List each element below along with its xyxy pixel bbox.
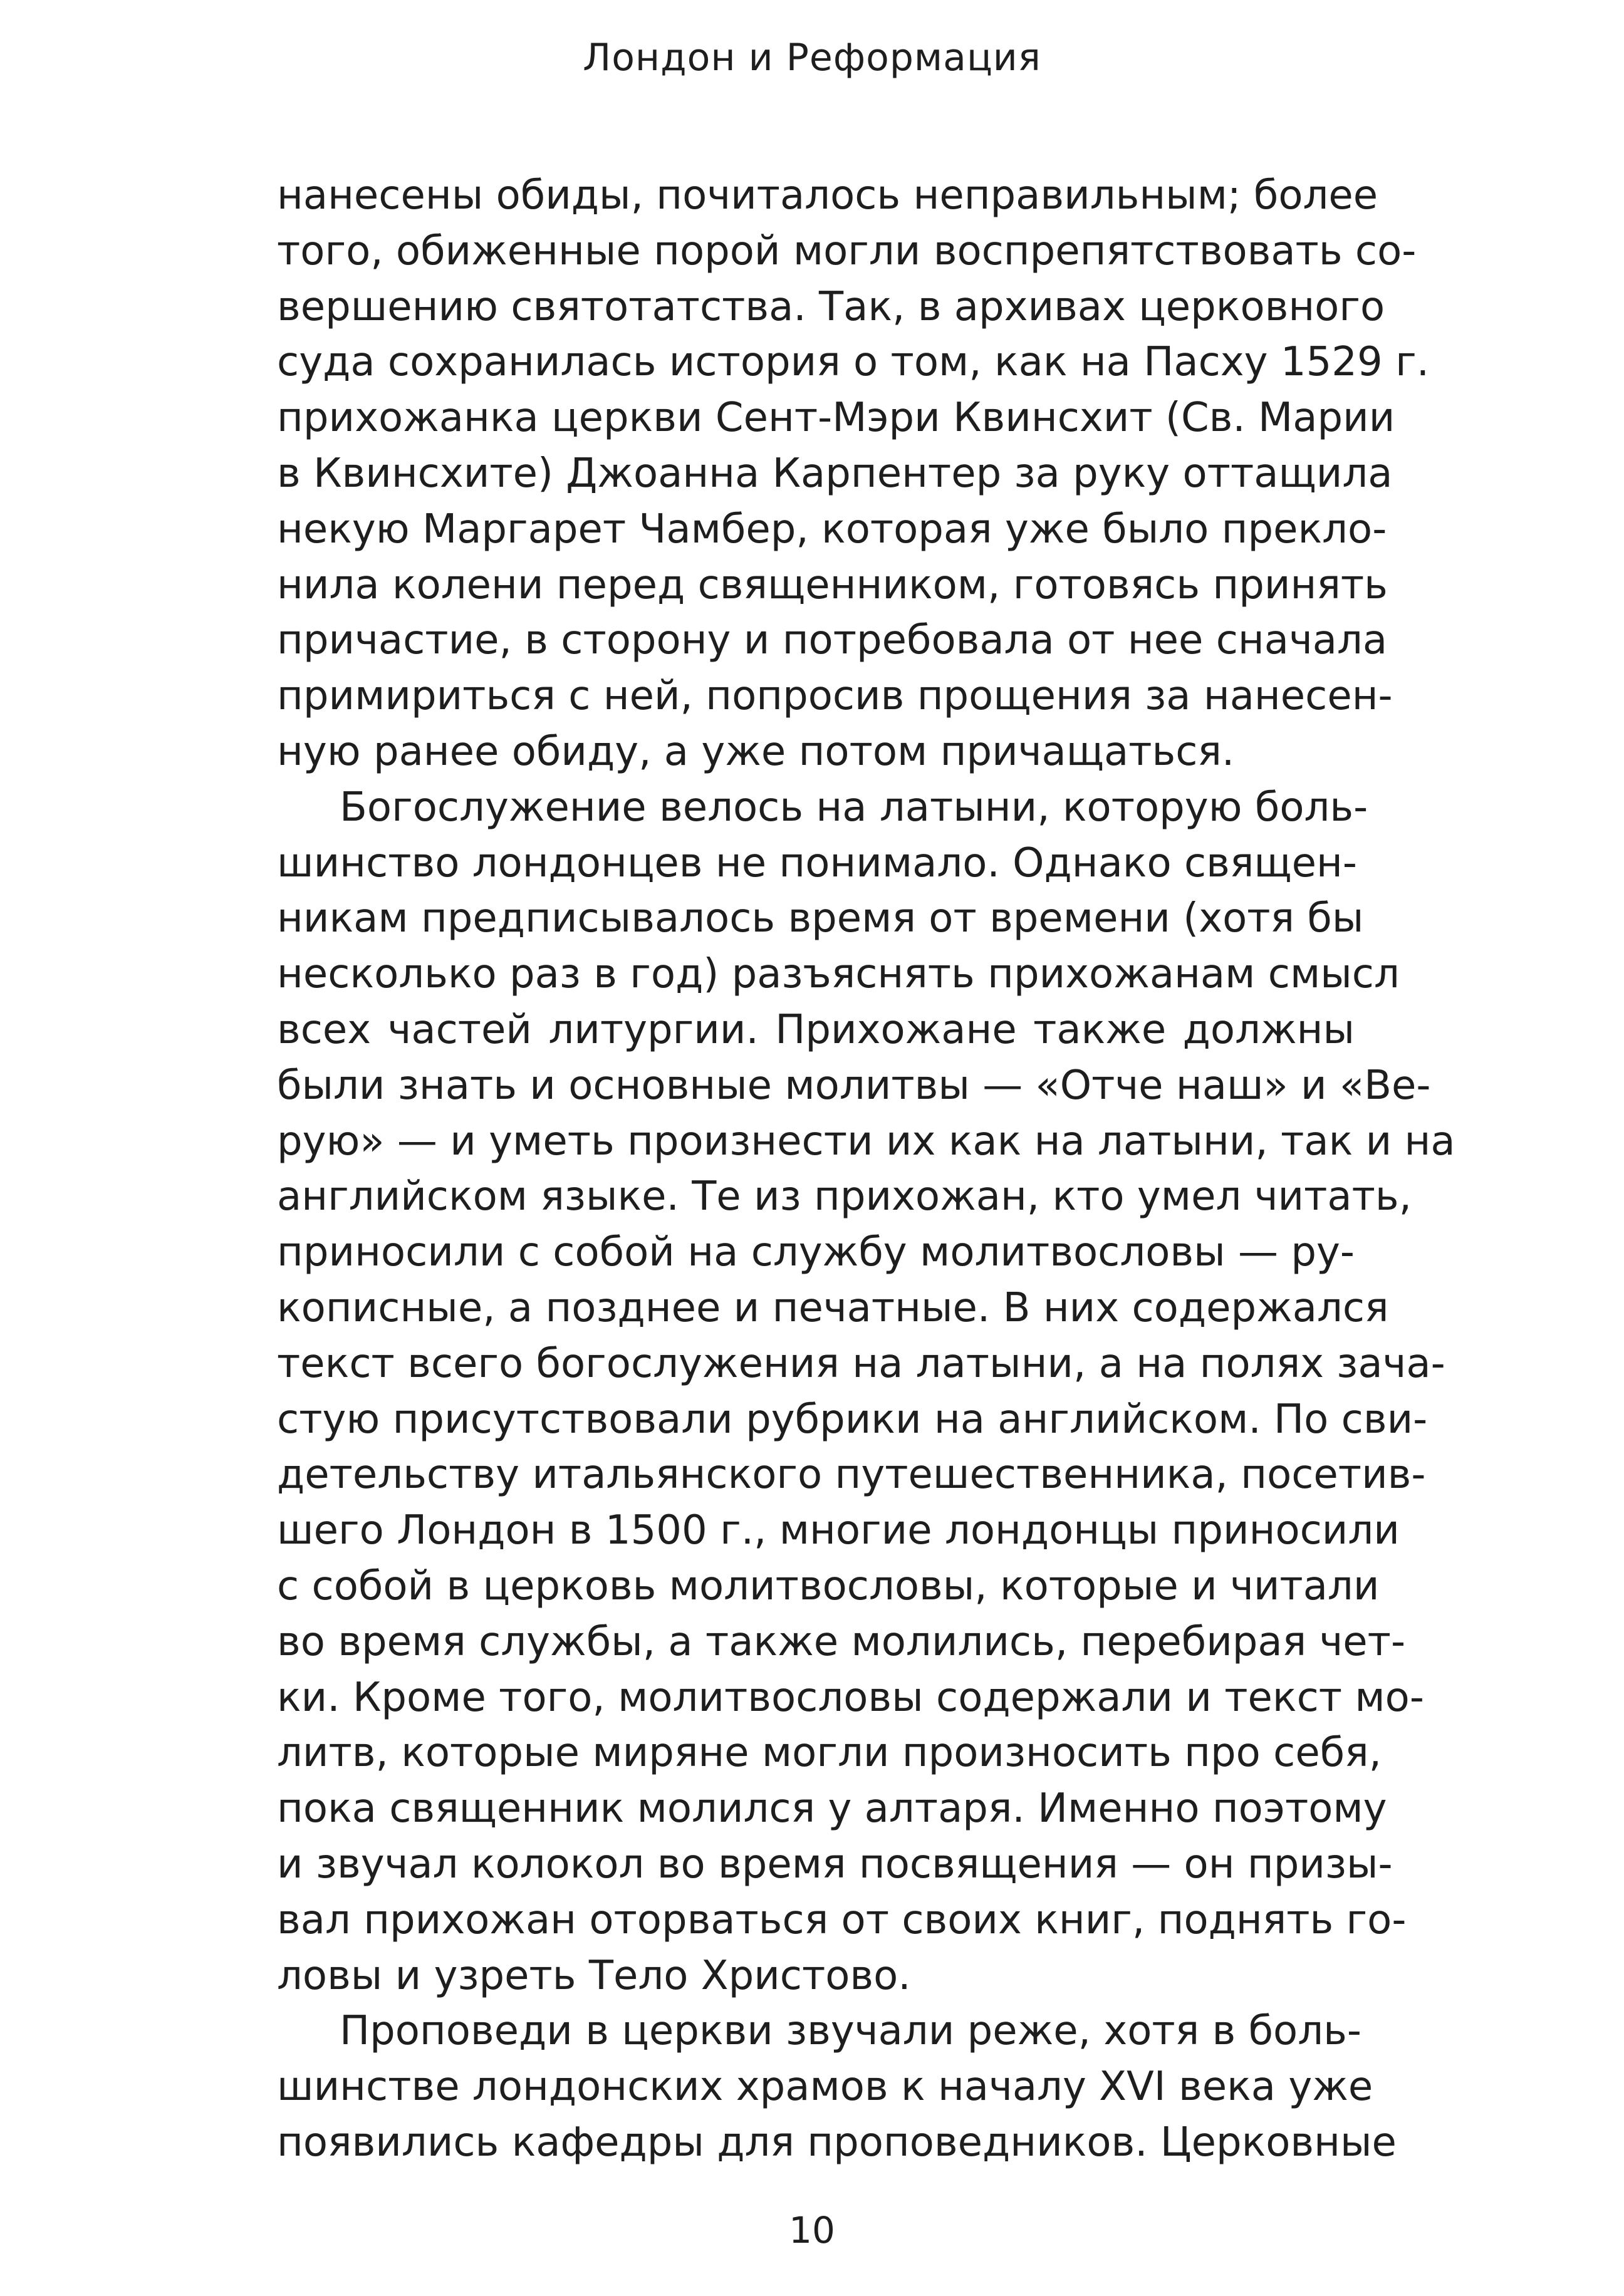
paragraph-end-line: ную ранее обиду, а уже потом причащаться. [277, 728, 1235, 775]
text-line: английском языке. Те из прихожан, кто умел читать, [277, 1173, 1412, 1220]
text-line: суда сохранилась история о том, как на Пасху 1529 г. [277, 339, 1430, 386]
text-line: литв, которые миряне могли произносить про себя, [277, 1730, 1382, 1777]
text-line: прихожанка церкви Сент-Мэри Квинсхит (Св. Марии [277, 395, 1395, 442]
text-line: рую» — и уметь произнести их как на латыни, так и на [277, 1118, 1455, 1165]
text-line: всех частей литургии. Прихожане также должны [277, 1006, 1355, 1053]
text-line: стую присутствовали рубрики на английском. По сви- [277, 1396, 1428, 1443]
text-line: в Квинсхите) Джоанна Карпентер за руку оттащила [277, 450, 1393, 497]
text-line: пока священник молился у алтаря. Именно поэтому [277, 1785, 1387, 1832]
text-line: приносили с собой на службу молитвословы — ру- [277, 1229, 1355, 1276]
text-line: шинстве лондонских храмов к началу XVI века уже [277, 2064, 1373, 2111]
paragraph-end-line: ловы и узреть Тело Христово. [277, 1952, 911, 1999]
text-line: текст всего богослужения на латыни, а на полях зача- [277, 1340, 1445, 1387]
text-line: с собой в церковь молитвословы, которые и читали [277, 1562, 1380, 1609]
text-line: были знать и основные молитвы — «Отче наш» и «Ве- [277, 1062, 1431, 1109]
paragraph-first-line: Проповеди в церкви звучали реже, хотя в боль- [340, 2008, 1361, 2055]
text-line: некую Маргарет Чамбер, которая уже было прекло- [277, 506, 1387, 553]
text-line: шего Лондон в 1500 г., многие лондонцы приносили [277, 1507, 1400, 1554]
text-line: детельству итальянского путешественника, посетив- [277, 1452, 1426, 1499]
text-line: того, обиженные порой могли воспрепятствовать со- [277, 227, 1417, 274]
body-text [277, 168, 1455, 2171]
paragraph-first-line: Богослужение велось на латыни, которую боль- [340, 784, 1368, 831]
text-line: вал прихожан оторваться от своих книг, поднять го- [277, 1896, 1407, 1943]
text-line: во время службы, а также молились, перебирая чет- [277, 1618, 1406, 1665]
running-head: Лондон и Реформация [583, 36, 1041, 80]
text-line: примириться с ней, попросив прощения за нанесен- [277, 673, 1393, 720]
text-line: шинство лондонцев не понимало. Однако священ- [277, 839, 1357, 886]
text-line: кописные, а позднее и печатные. В них содержался [277, 1284, 1389, 1331]
page-number: 10 [789, 2209, 835, 2252]
text-line: ки. Кроме того, молитвословы содержали и текст мо- [277, 1674, 1424, 1721]
text-line: причастие, в сторону и потребовала от нее сначала [277, 617, 1388, 664]
text-line: нила колени перед священником, готовясь принять [277, 561, 1388, 608]
text-line: и звучал колокол во время посвящения — он призы- [277, 1841, 1393, 1888]
text-line: нанесены обиды, почиталось неправильным; более [277, 172, 1378, 219]
text-line: вершению святотатства. Так, в архивах церковного [277, 283, 1385, 330]
text-line: никам предписывалось время от времени (хотя бы [277, 895, 1364, 942]
text-line: появились кафедры для проповедников. Церковные [277, 2119, 1397, 2166]
text-line: несколько раз в год) разъяснять прихожанам смысл [277, 951, 1400, 998]
